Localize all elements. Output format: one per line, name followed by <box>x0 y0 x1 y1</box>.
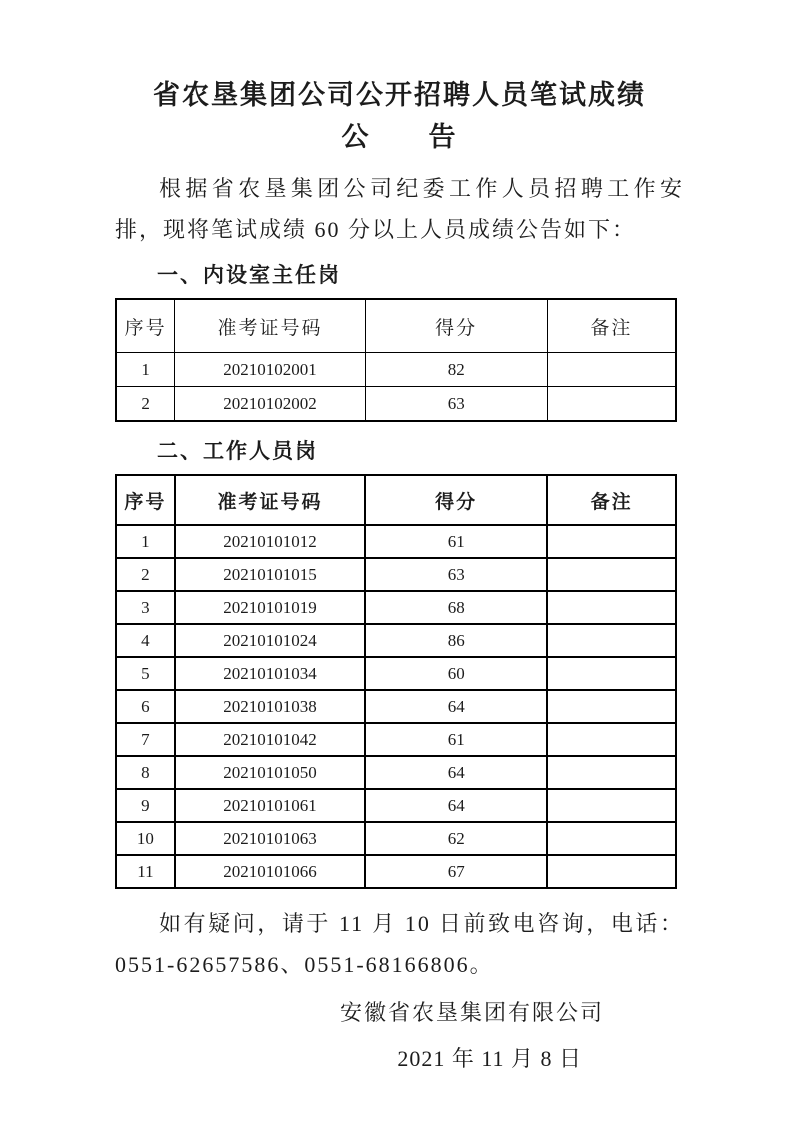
section-heading-staff-post: 二、工作人员岗 <box>157 439 318 463</box>
table-row <box>116 690 676 723</box>
table-cell: 20210101066 <box>175 855 365 888</box>
table-cell: 4 <box>116 624 175 657</box>
signature-date: 2021 年 11 月 8 日 <box>397 1046 582 1071</box>
table-cell <box>547 756 676 789</box>
table-cell: 1 <box>116 353 175 387</box>
table-header-row <box>116 475 676 525</box>
score-table-staff-post <box>115 474 677 889</box>
table-cell: 63 <box>365 558 547 591</box>
table-cell: 20210101024 <box>175 624 365 657</box>
table-row <box>116 558 676 591</box>
table-body <box>116 353 676 422</box>
table-cell: 8 <box>116 756 175 789</box>
table-cell <box>547 525 676 558</box>
table-cell: 60 <box>365 657 547 690</box>
column-header-serial: 序号 <box>116 475 175 525</box>
table-cell: 5 <box>116 657 175 690</box>
column-header-remarks: 备注 <box>547 299 676 353</box>
table-row <box>116 591 676 624</box>
table-cell: 20210101063 <box>175 822 365 855</box>
intro-paragraph: 根据省农垦集团公司纪委工作人员招聘工作安排，现将笔试成绩 60 分以上人员成绩公告如下： <box>115 176 684 242</box>
table-cell: 20210101061 <box>175 789 365 822</box>
table-cell: 68 <box>365 591 547 624</box>
table-cell: 9 <box>116 789 175 822</box>
table-cell: 61 <box>365 525 547 558</box>
table-cell <box>547 789 676 822</box>
column-header-remarks: 备注 <box>547 475 676 525</box>
table-head <box>116 299 676 353</box>
table-cell <box>547 723 676 756</box>
table-cell: 67 <box>365 855 547 888</box>
score-table-director-post <box>115 298 677 422</box>
table-cell: 1 <box>116 525 175 558</box>
table-cell: 6 <box>116 690 175 723</box>
page-title: 省农垦集团公司公开招聘人员笔试成绩 <box>153 80 646 110</box>
table-cell: 20210101012 <box>175 525 365 558</box>
table-head <box>116 475 676 525</box>
table-cell: 20210102002 <box>175 387 365 422</box>
table-row <box>116 387 676 422</box>
table-cell: 20210102001 <box>175 353 365 387</box>
table-cell <box>547 822 676 855</box>
table-cell: 10 <box>116 822 175 855</box>
table-row <box>116 789 676 822</box>
contact-note: 如有疑问，请于 11 月 10 日前致电咨询，电话：0551-62657586、0551-68166806。 <box>115 911 684 977</box>
table-cell: 61 <box>365 723 547 756</box>
table-cell: 20210101019 <box>175 591 365 624</box>
column-header-ticket-number: 准考证号码 <box>175 299 365 353</box>
table-cell: 63 <box>365 387 547 422</box>
table-row <box>116 624 676 657</box>
table-row <box>116 723 676 756</box>
table-cell <box>547 558 676 591</box>
table-row <box>116 855 676 888</box>
signature-company: 安徽省农垦集团有限公司 <box>339 1000 604 1025</box>
column-header-ticket-number: 准考证号码 <box>175 475 365 525</box>
table-cell: 64 <box>365 756 547 789</box>
table-cell: 62 <box>365 822 547 855</box>
section-heading-director-post: 一、内设室主任岗 <box>157 263 341 287</box>
table-cell: 64 <box>365 789 547 822</box>
column-header-score: 得分 <box>365 475 547 525</box>
table-cell <box>547 387 676 422</box>
table-row <box>116 657 676 690</box>
table-cell: 11 <box>116 855 175 888</box>
table-cell: 20210101034 <box>175 657 365 690</box>
table-cell <box>547 855 676 888</box>
table-cell: 7 <box>116 723 175 756</box>
page-subtitle: 公 告 <box>341 122 458 152</box>
table-cell: 20210101050 <box>175 756 365 789</box>
table-cell: 2 <box>116 387 175 422</box>
table-cell: 82 <box>365 353 547 387</box>
table-cell: 86 <box>365 624 547 657</box>
table-header-row <box>116 299 676 353</box>
table-cell <box>547 657 676 690</box>
table-cell: 20210101038 <box>175 690 365 723</box>
table-row <box>116 525 676 558</box>
table-cell: 64 <box>365 690 547 723</box>
table-cell <box>547 690 676 723</box>
table-row <box>116 756 676 789</box>
table-body <box>116 525 676 888</box>
table-cell: 20210101042 <box>175 723 365 756</box>
table-cell <box>547 591 676 624</box>
column-header-serial: 序号 <box>116 299 175 353</box>
table-cell <box>547 624 676 657</box>
table-cell: 20210101015 <box>175 558 365 591</box>
table-cell <box>547 353 676 387</box>
table-row <box>116 822 676 855</box>
table-cell: 2 <box>116 558 175 591</box>
column-header-score: 得分 <box>365 299 547 353</box>
table-cell: 3 <box>116 591 175 624</box>
table-row <box>116 353 676 387</box>
